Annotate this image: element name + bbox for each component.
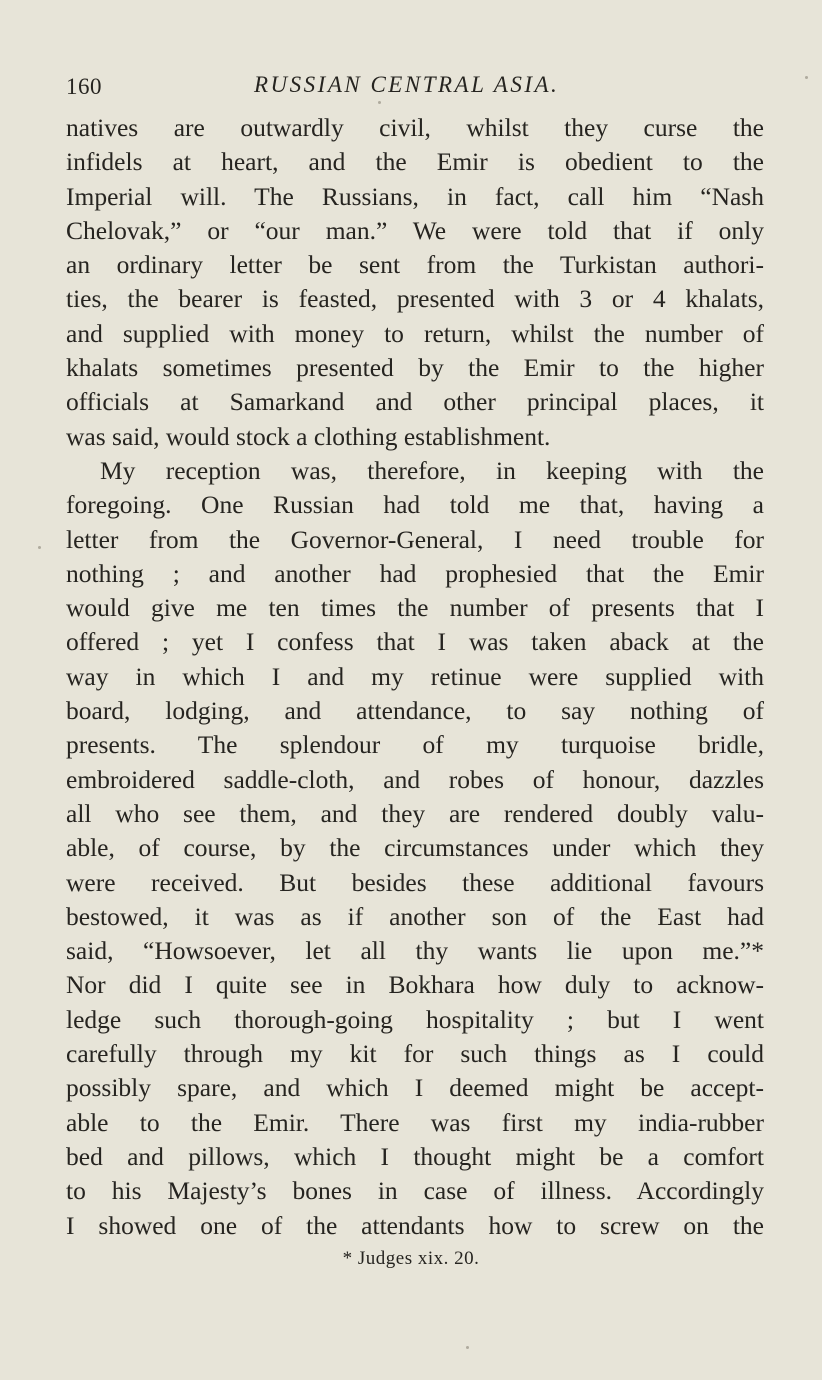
text-line: board, lodging, and attendance, to say nothing of	[66, 696, 764, 726]
page-number: 160	[66, 74, 102, 99]
text-line: able to the Emir. There was first my india-rubber	[66, 1107, 764, 1137]
paragraph-start-line: My reception was, therefore, in keeping with the	[100, 455, 764, 485]
text-line: would give me ten times the number of presents that I	[66, 593, 764, 623]
text-line: officials at Samarkand and other principal places, it	[66, 387, 764, 417]
text-line: Imperial will. The Russians, in fact, call him “Nash	[66, 181, 764, 211]
text-line: letter from the Governor-General, I need trouble for	[66, 524, 764, 554]
paper-speck	[38, 546, 41, 549]
text-line: able, of course, by the circumstances under which they	[66, 833, 764, 863]
text-line: Chelovak,” or “our man.” We were told that if only	[66, 215, 764, 245]
text-line: was said, would stock a clothing establishment.	[66, 421, 551, 451]
text-line: bed and pillows, which I thought might be a comfort	[66, 1141, 764, 1171]
text-line: I showed one of the attendants how to screw on the	[66, 1210, 764, 1240]
running-title: RUSSIAN CENTRAL ASIA.	[254, 72, 560, 97]
text-line: nothing ; and another had prophesied that the Emir	[66, 558, 764, 588]
text-line: and supplied with money to return, whilst the number of	[66, 318, 764, 348]
text-line: ties, the bearer is feasted, presented with 3 or 4 khalats,	[66, 284, 764, 314]
text-line: offered ; yet I confess that I was taken aback at the	[66, 627, 764, 657]
text-line: foregoing. One Russian had told me that, having a	[66, 490, 764, 520]
text-line: way in which I and my retinue were supplied with	[66, 661, 764, 691]
text-line: bestowed, it was as if another son of the East had	[66, 901, 764, 931]
text-line: an ordinary letter be sent from the Turkistan authori-	[66, 250, 764, 280]
paper-speck	[378, 101, 381, 104]
text-line: natives are outwardly civil, whilst they curse the	[66, 113, 764, 142]
text-line: possibly spare, and which I deemed might be accept-	[66, 1073, 764, 1103]
text-line: all who see them, and they are rendered doubly valu-	[66, 798, 764, 828]
text-line: carefully through my kit for such things as I could	[66, 1039, 764, 1069]
paper-speck	[805, 76, 808, 79]
text-line: were received. But besides these additional favours	[66, 867, 764, 897]
text-line: to his Majesty’s bones in case of illness. Accordingly	[66, 1176, 764, 1206]
text-line: ledge such thorough-going hospitality ; but I went	[66, 1004, 764, 1034]
paper-speck	[466, 1346, 469, 1349]
text-line: Nor did I quite see in Bokhara how duly to acknow-	[66, 970, 764, 1000]
text-line: said, “Howsoever, let all thy wants lie upon me.”*	[66, 936, 764, 966]
text-line: embroidered saddle-cloth, and robes of honour, dazzles	[66, 764, 764, 794]
text-line: presents. The splendour of my turquoise bridle,	[66, 730, 764, 760]
text-line: khalats sometimes presented by the Emir to the higher	[66, 353, 764, 383]
text-line: infidels at heart, and the Emir is obedient to the	[66, 147, 764, 177]
page-header	[66, 70, 764, 106]
footnote: * Judges xix. 20.	[342, 1248, 480, 1269]
body-text	[66, 111, 764, 1243]
